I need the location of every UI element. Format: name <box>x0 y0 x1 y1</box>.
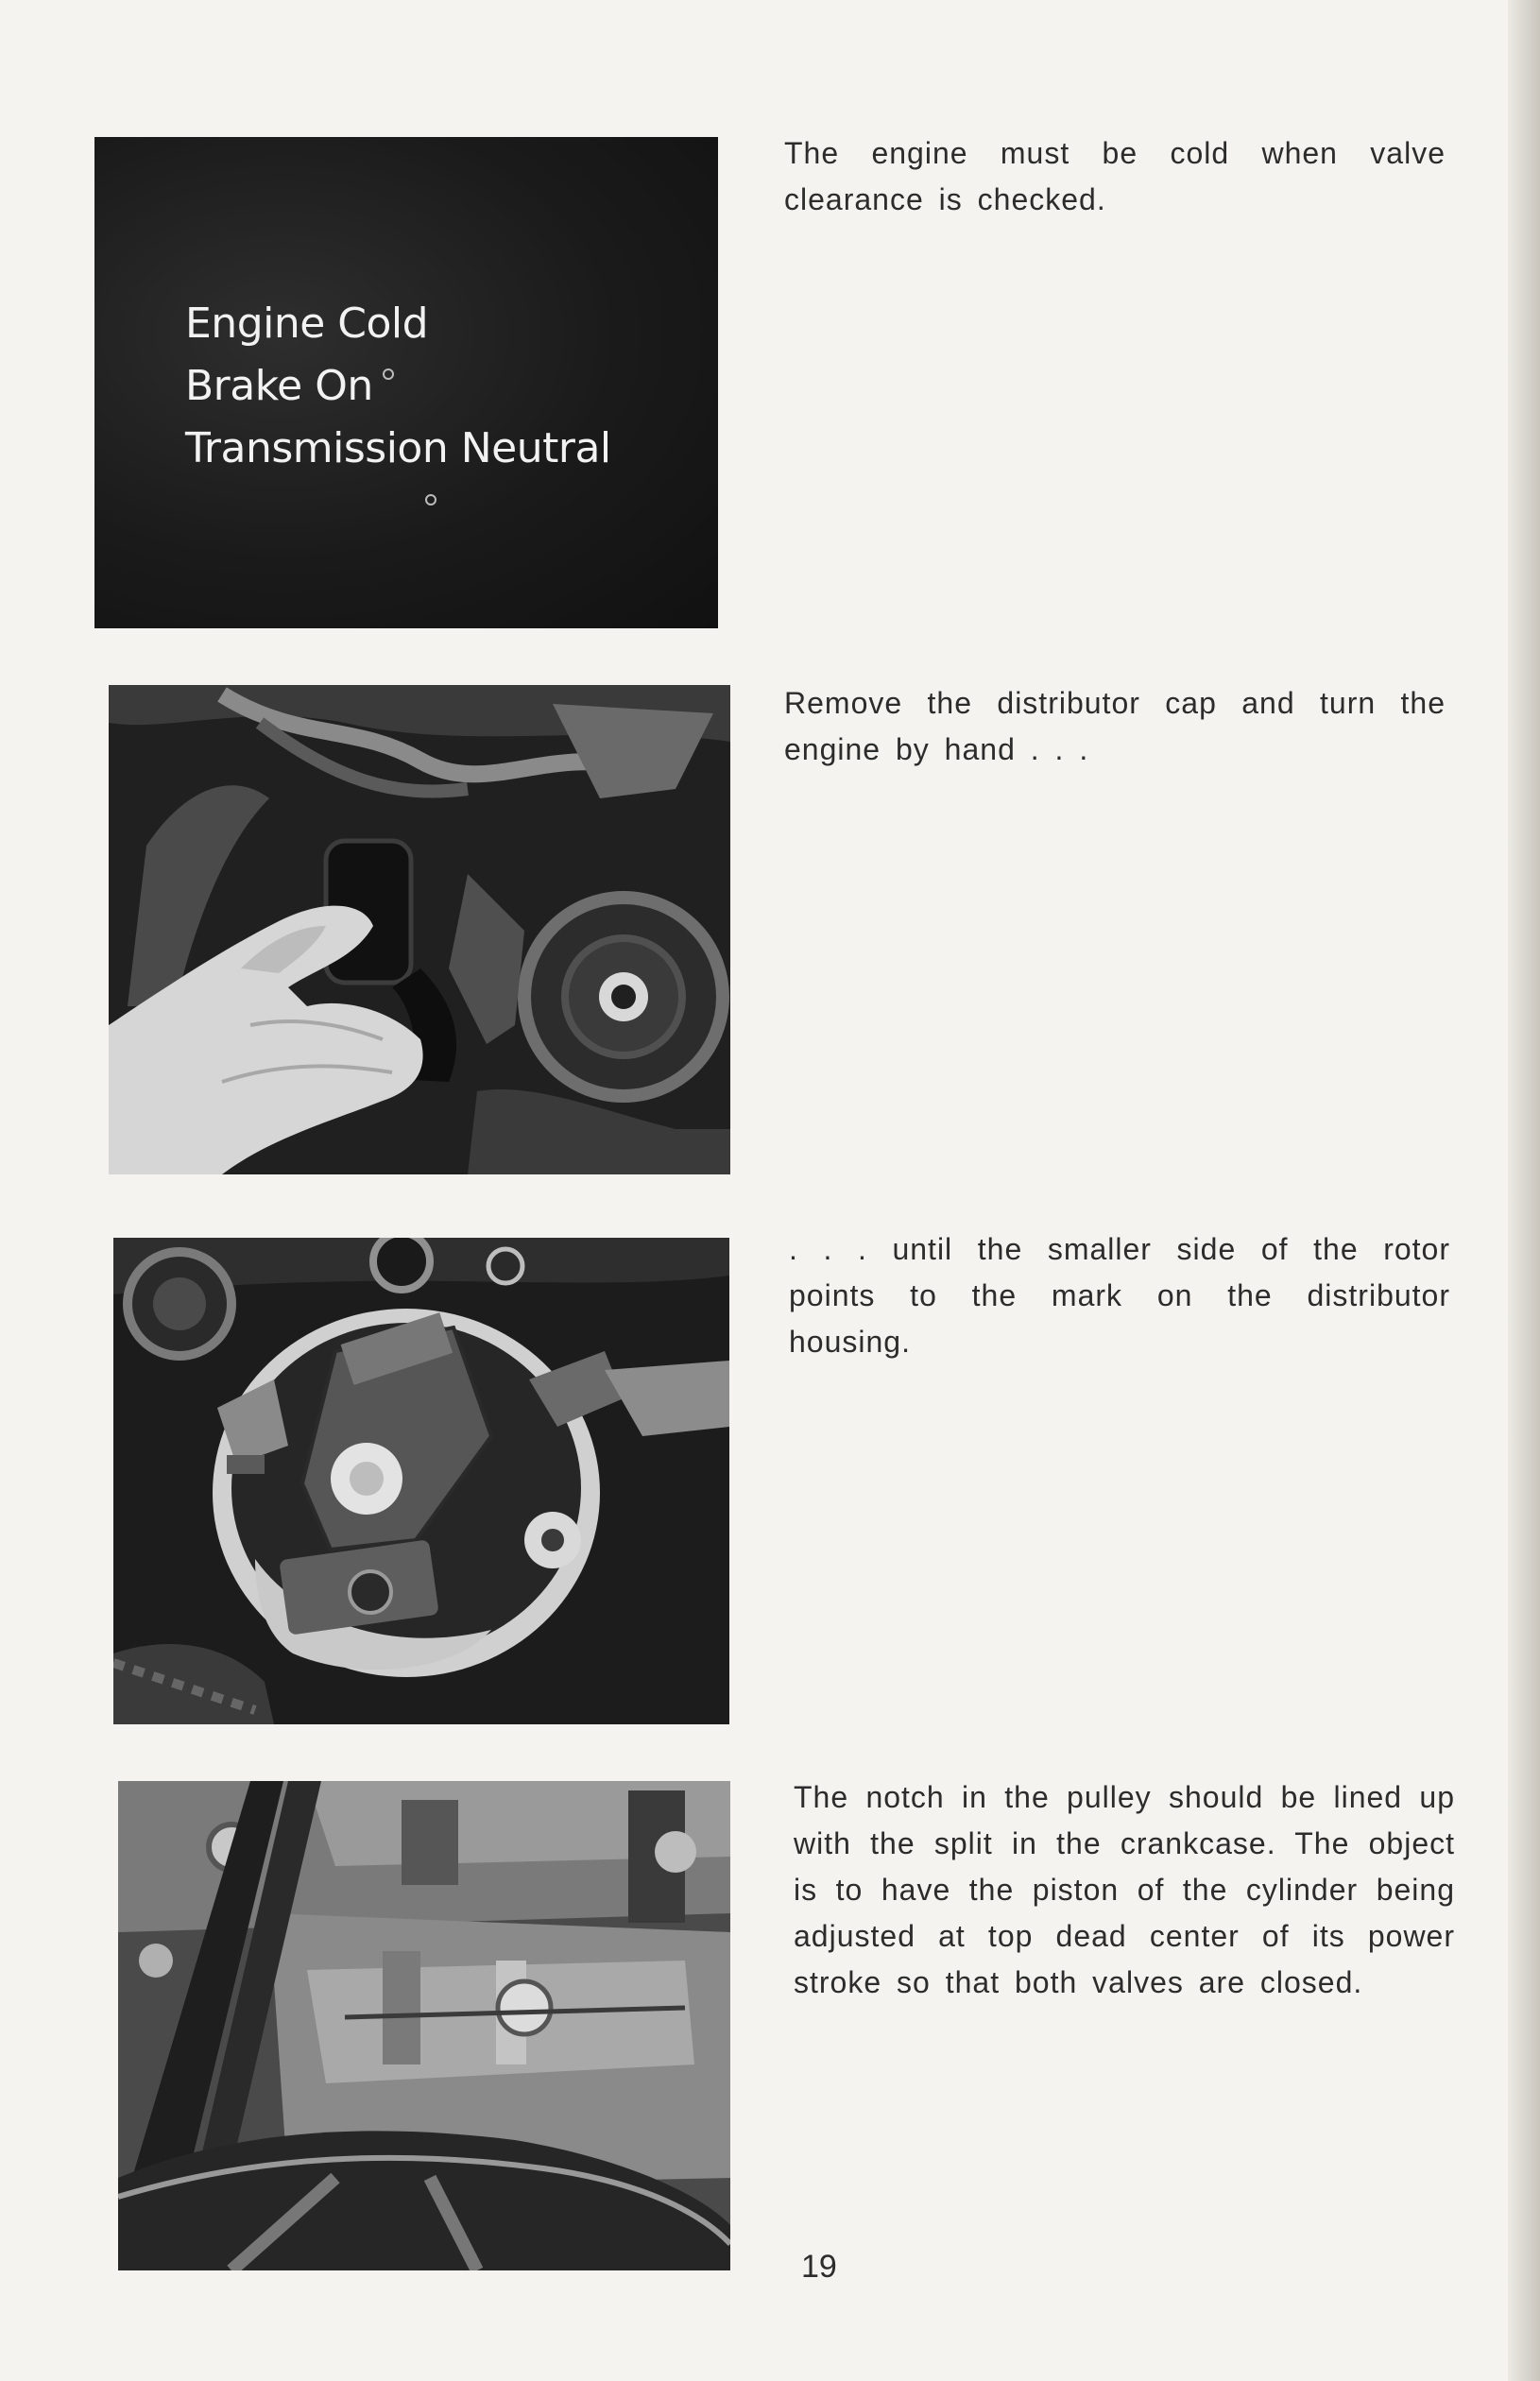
title-card-photo <box>94 137 718 628</box>
distributor-cap-illustration <box>109 685 730 1174</box>
step-1-caption: The engine must be cold when valve clearance is checked. <box>784 136 1446 216</box>
title-card-line-brake-on: Brake On <box>185 362 373 410</box>
distributor-cap-photo <box>109 685 730 1174</box>
film-speck <box>383 368 394 380</box>
pulley-notch-photo <box>118 1781 730 2270</box>
page-number: 19 <box>801 2249 837 2285</box>
distributor-rotor-illustration <box>113 1238 729 1724</box>
step-2-caption: Remove the distributor cap and turn the engine by hand . . . <box>784 686 1446 766</box>
title-card-line-engine-cold: Engine Cold <box>185 300 429 348</box>
step-3-caption: . . . until the smaller side of the rotor points to the mark on the distributor housing. <box>789 1232 1450 1359</box>
film-speck <box>425 494 436 505</box>
distributor-rotor-photo <box>113 1238 729 1724</box>
page-edge <box>1508 0 1540 2381</box>
pulley-notch-illustration <box>118 1781 730 2270</box>
title-card-text <box>185 293 611 480</box>
step-4-caption: The notch in the pulley should be lined up with the split in the crankcase. The object is to have the piston of the cylinder being adjusted at top dead center of its power stroke so that both valves are closed. <box>794 1780 1455 1999</box>
title-card-line-transmission-neutral: Transmission Neutral <box>185 424 611 472</box>
